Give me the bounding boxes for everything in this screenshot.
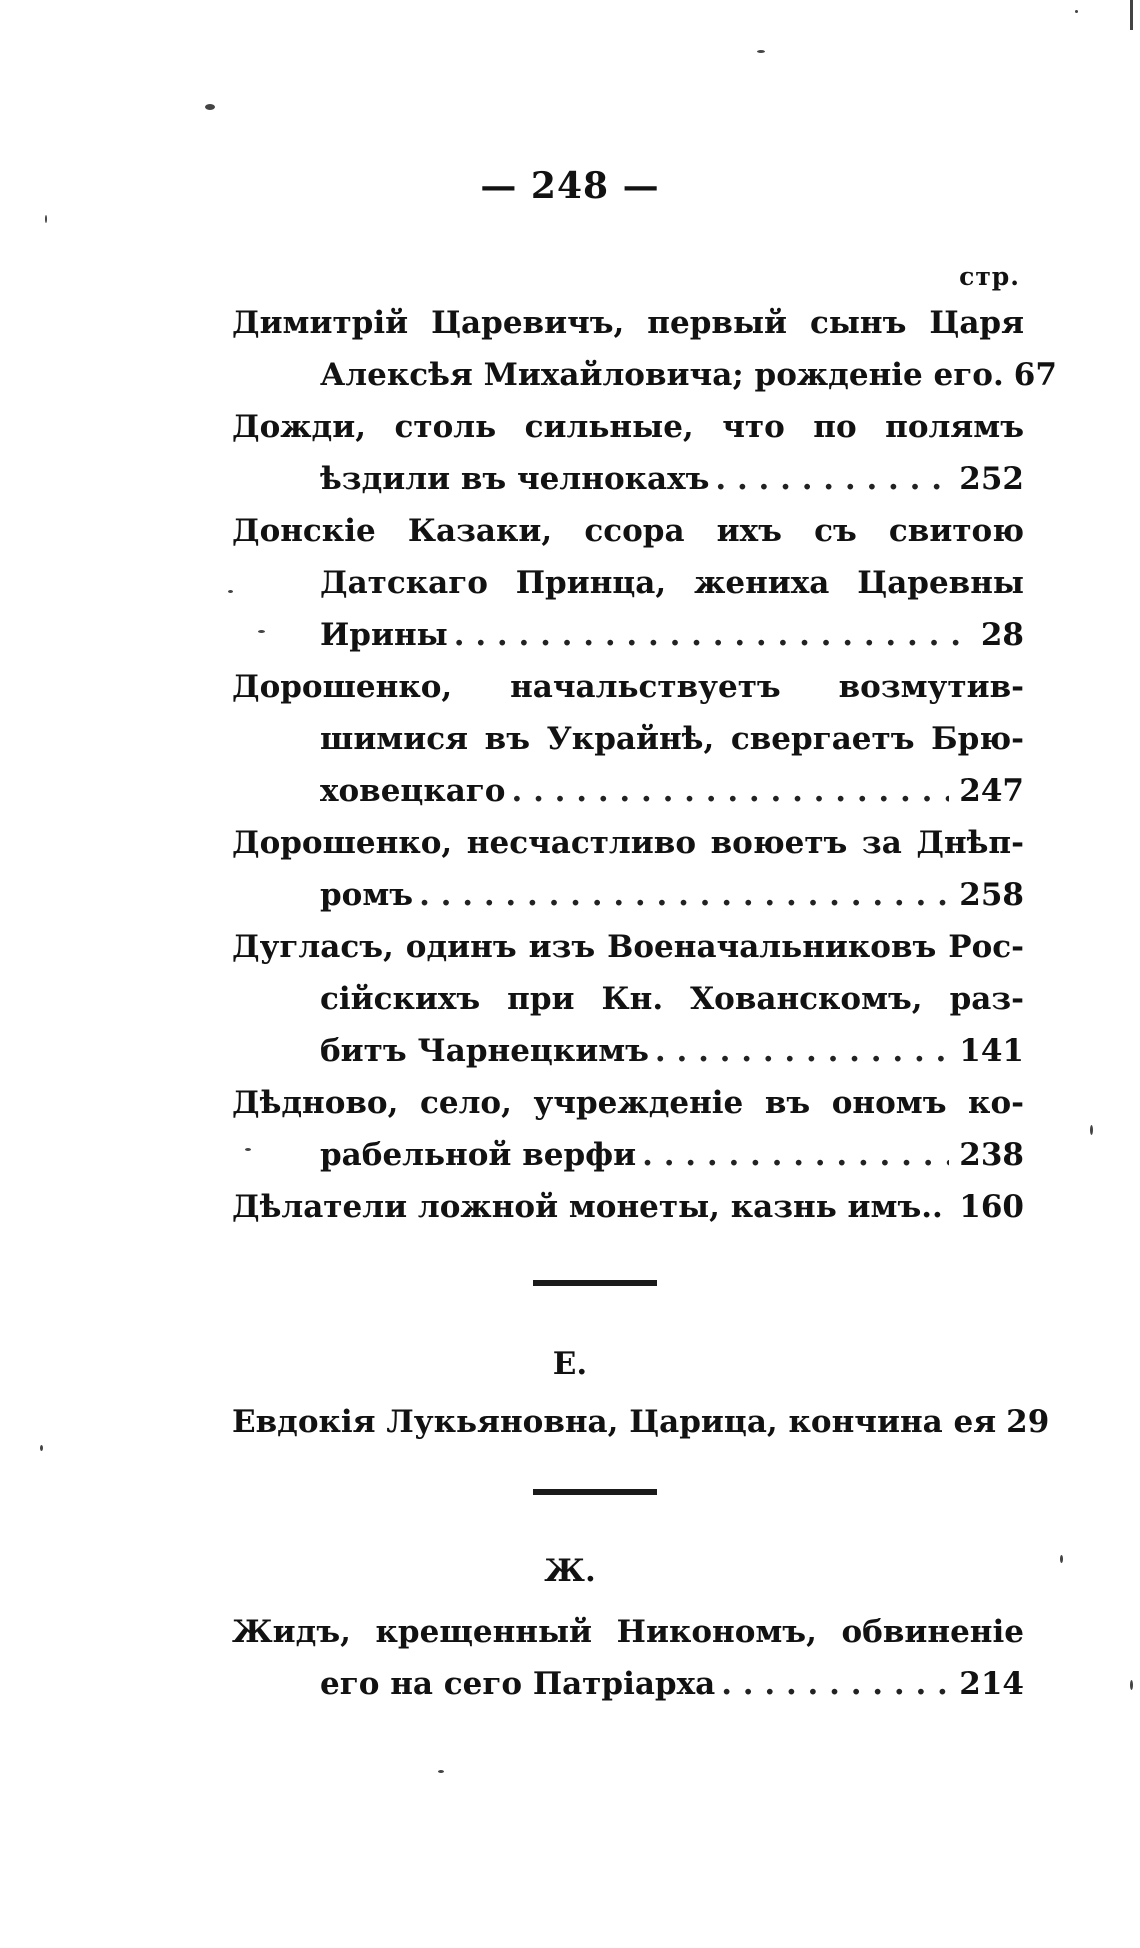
index-entry-line: его на сего Патріарха . . . 214 (232, 1658, 1024, 1710)
dot-leader (636, 1129, 949, 1181)
index-entry-line: ромъ . . . 258 (232, 869, 1024, 921)
page-reference: 214 (959, 1666, 1024, 1702)
scan-speck (757, 50, 765, 53)
page-reference: 141 (959, 1033, 1024, 1069)
index-entry-line: Евдокія Лукьяновна, Царица, кончина ея 29 (232, 1396, 1024, 1448)
page-reference: 160 (959, 1189, 1024, 1225)
scan-speck (1130, 1680, 1133, 1690)
section-divider (533, 1280, 657, 1286)
index-entry-line: Димитрій Царевичъ, первый сынъ Царя (232, 305, 1024, 341)
index-entry-line: Дугласъ, одинъ изъ Военачальниковъ Рос- (232, 929, 1024, 965)
index-entry-line: сійскихъ при Кн. Хованскомъ, раз- (320, 981, 1024, 1017)
index-entry-line: шимися въ Украйнѣ, свергаетъ Брю- (320, 721, 1024, 757)
scan-speck (258, 630, 265, 633)
index-entries-zh (232, 1606, 1024, 1710)
dot-leader (715, 1658, 949, 1710)
page-reference: 28 (980, 617, 1024, 653)
page-reference: 67 (1013, 357, 1057, 393)
dot-leader (709, 453, 949, 505)
section-letter-e: Е. (552, 1346, 588, 1382)
scan-speck (45, 215, 47, 223)
scan-speck (245, 1148, 251, 1151)
scan-speck (438, 1770, 444, 1773)
index-entry-line: Алексѣя Михайловича; рожденіе его. 67 (232, 349, 1024, 401)
section-letter-zh: Ж. (544, 1553, 596, 1589)
scan-speck (1090, 1125, 1093, 1135)
page-column-header: стр. (959, 262, 1020, 291)
index-entry-line: Датскаго Принца, жениха Царевны (320, 565, 1024, 601)
scan-speck (1130, 0, 1133, 30)
scan-speck (1060, 1555, 1063, 1563)
page-reference: 252 (959, 461, 1024, 497)
dot-leader (649, 1025, 949, 1077)
index-entry-line: ховецкаго . . . 247 (232, 765, 1024, 817)
dot-leader (505, 765, 949, 817)
page-reference: 238 (959, 1137, 1024, 1173)
section-divider (533, 1489, 657, 1495)
index-entry-line: рабельной верфи . . . 238 (232, 1129, 1024, 1181)
index-entries-d (232, 297, 1057, 1233)
index-entry-line: Дѣлатели ложной монеты, казнь имъ.. 160 (232, 1181, 1024, 1233)
page-number: — 248 — (480, 165, 660, 207)
page-reference: 258 (959, 877, 1024, 913)
index-entry-line: Дѣдново, село, учрежденіе въ ономъ ко- (232, 1085, 1024, 1121)
index-entry-line: битъ Чарнецкимъ . . . 141 (232, 1025, 1024, 1077)
index-entry-line: Дожди, столь сильные, что по полямъ (232, 409, 1024, 445)
scan-speck (1075, 10, 1078, 13)
index-entry-line: Дорошенко, начальствуетъ возмутив- (232, 669, 1024, 705)
dot-leader (413, 869, 949, 921)
scan-speck (40, 1445, 43, 1451)
index-entry-line: Ирины . . . 28 (232, 609, 1024, 661)
page-reference: 247 (959, 773, 1024, 809)
index-entry-line: Дорошенко, несчастливо воюетъ за Днѣп- (232, 825, 1024, 861)
index-entry-line: Жидъ, крещенный Никономъ, обвиненіе (232, 1614, 1024, 1650)
dot-leader (448, 609, 971, 661)
page-reference: 29 (1006, 1404, 1050, 1440)
scan-speck (228, 590, 233, 593)
scan-speck (205, 104, 215, 110)
index-entries-e (232, 1396, 1050, 1448)
index-entry-line: ѣздили въ челнокахъ . . . 252 (232, 453, 1024, 505)
index-entry-line: Донскіе Казаки, ссора ихъ съ свитою (232, 513, 1024, 549)
